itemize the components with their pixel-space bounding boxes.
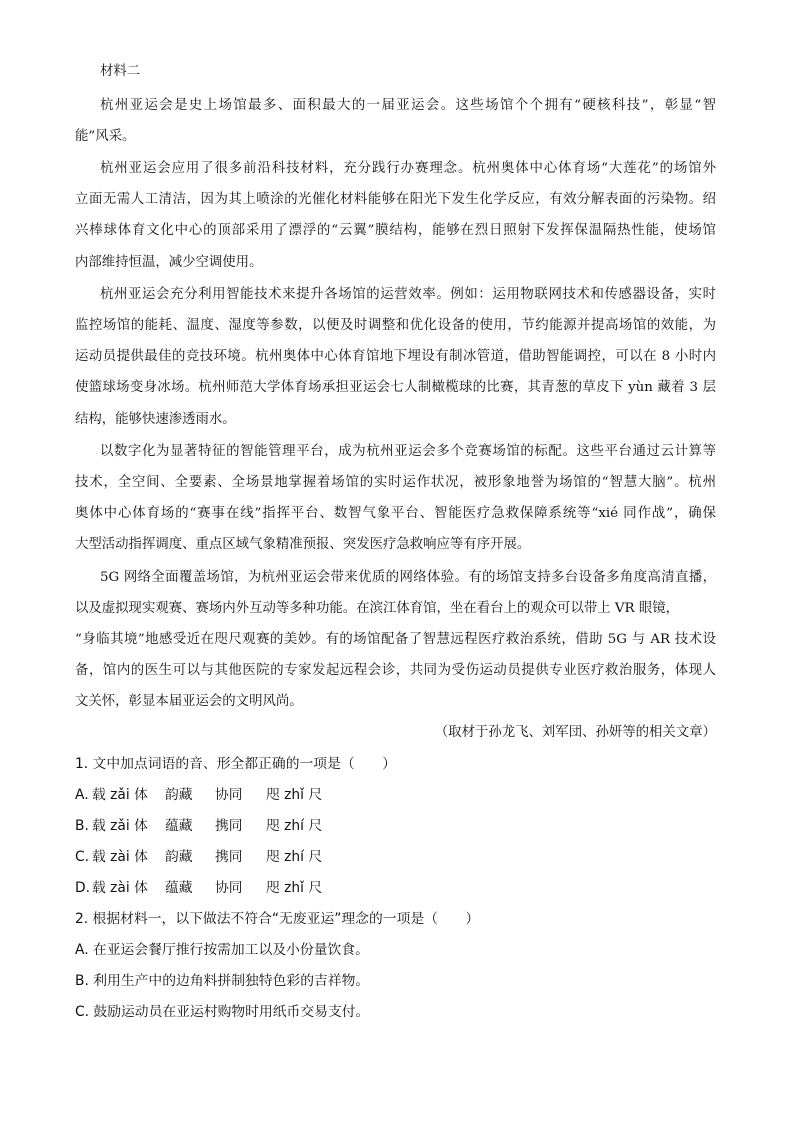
question-1-stem: 1. 文中加点词语的音、形全都正确的一项是（ ）	[75, 756, 397, 772]
option-word-2: 韵藏	[165, 787, 193, 803]
option-word-1: 载 zài 体	[92, 880, 148, 896]
option-letter: C.	[75, 849, 90, 865]
option-word-2: 韵藏	[165, 849, 193, 865]
para5-line4: 备，馆内的医生可以与其他医院的专家发起远程会诊，共同为受伤运动员提供专业医疗救治服务，体现人	[75, 663, 716, 678]
para3-line4: 使篮球场变身冰场。杭州师范大学体育场承担亚运会七人制橄榄球的比赛，其青葱的草皮下 yùn 藏着 3 层	[75, 380, 716, 395]
para3-line2: 监控场馆的能耗、温度、湿度等参数，以便及时调整和优化设备的使用，节约能源并提高场馆的效能，为	[75, 318, 716, 333]
para3-line3: 运动员提供最佳的竞技环境。杭州奥体中心体育馆地下埋设有制冰管道，借助智能调控，可以在 8 小时内	[75, 349, 716, 364]
source-attribution: （取材于孙龙飞、刘军団、孙妍等的相关文章）	[434, 725, 716, 740]
question-2-option-c[interactable]: C. 鼓励运动员在亚运村购物时用纸币交易支付。	[75, 1004, 370, 1020]
para1-line2: 能”风采。	[75, 129, 136, 144]
material-heading: 材料二	[100, 64, 141, 79]
option-word-3: 协同	[215, 880, 243, 896]
para2-line1: 杭州亚运会应用了很多前沿科技材料，充分践行办赛理念。杭州奥体中心体育场“大莲花”的场馆外	[100, 161, 716, 176]
option-letter: B.	[75, 818, 89, 834]
option-word-2: 蕴藏	[165, 818, 193, 834]
option-word-4: 咫 zhǐ 尺	[266, 880, 323, 896]
option-word-3: 携同	[215, 849, 243, 865]
option-word-3: 协同	[215, 787, 243, 803]
question-2-stem: 2. 根据材料一，以下做法不符合“无废亚运”理念的一项是（ ）	[75, 911, 480, 927]
option-word-1: 载 zǎi 体	[92, 787, 148, 803]
option-word-4: 咫 zhí 尺	[266, 849, 323, 865]
para2-line2: 立面无需人工清洁，因为其上喷涂的光催化材料能够在阳光下发生化学反应，有效分解表面的污染物。绍	[75, 192, 716, 207]
para5-line5: 文关怀，彰显本届亚运会的文明风尚。	[75, 694, 303, 709]
para5-line2: 以及虚拟现实观赛、赛场内外互动等多种功能。在滨江体育馆，坐在看台上的观众可以带上 VR 眼镜，	[75, 601, 680, 616]
question-2-option-a[interactable]: A. 在亚运会餐厅推行按需加工以及小份量饮食。	[75, 942, 369, 958]
para4-line3: 奥体中心体育场的“赛事在线”指挥平台、数智气象平台、智能医疗急救保障系统等“xié 同作战”，确保	[75, 506, 716, 521]
option-letter: D.	[75, 880, 91, 896]
para2-line4: 内部维持恒温，减少空调使用。	[75, 255, 263, 270]
option-word-4: 咫 zhí 尺	[266, 818, 323, 834]
para1-line1: 杭州亚运会是史上场馆最多、面积最大的一届亚运会。这些场馆个个拥有“硬核科技”，彰显“智	[100, 98, 716, 113]
para4-line1: 以数字化为显著特征的智能管理平台，成为杭州亚运会多个竞赛场馆的标配。这些平台通过云计算等	[100, 444, 716, 459]
option-word-3: 携同	[215, 818, 243, 834]
para3-line5: 结构，能够快速渗透雨水。	[75, 412, 236, 427]
para5-line3: “身临其境”地感受近在咫尺观赛的美妙。有的场馆配备了智慧远程医疗救治系统，借助 5G 与 AR 技术设	[75, 632, 716, 647]
option-word-4: 咫 zhǐ 尺	[266, 787, 323, 803]
option-word-2: 蕴藏	[165, 880, 193, 896]
option-letter: A.	[75, 787, 89, 803]
para5-line1: 5G 网络全面覆盖场馆，为杭州亚运会带来优质的网络体验。有的场馆支持多台设备多角度高清直播，	[100, 570, 716, 585]
para3-line1: 杭州亚运会充分利用智能技术来提升各场馆的运营效率。例如：运用物联网技术和传感器设备，实时	[100, 287, 716, 302]
option-word-1: 载 zǎi 体	[92, 818, 148, 834]
para4-line4: 大型活动指挥调度、重点区域气象精准预报、突发医疗急救响应等有序开展。	[75, 537, 531, 552]
question-2-option-b[interactable]: B. 利用生产中的边角料拼制独特色彩的吉祥物。	[75, 973, 370, 989]
para2-line3: 兴棒球体育文化中心的顶部采用了漂浮的“云翼”膜结构，能够在烈日照射下发挥保温隔热性能，使场馆	[75, 223, 716, 238]
para4-line2: 技术，全空间、全要素、全场景地掌握着场馆的实时运作状况，被形象地誉为场馆的“智慧大脑”。杭州	[75, 475, 716, 490]
option-word-1: 载 zài 体	[92, 849, 148, 865]
